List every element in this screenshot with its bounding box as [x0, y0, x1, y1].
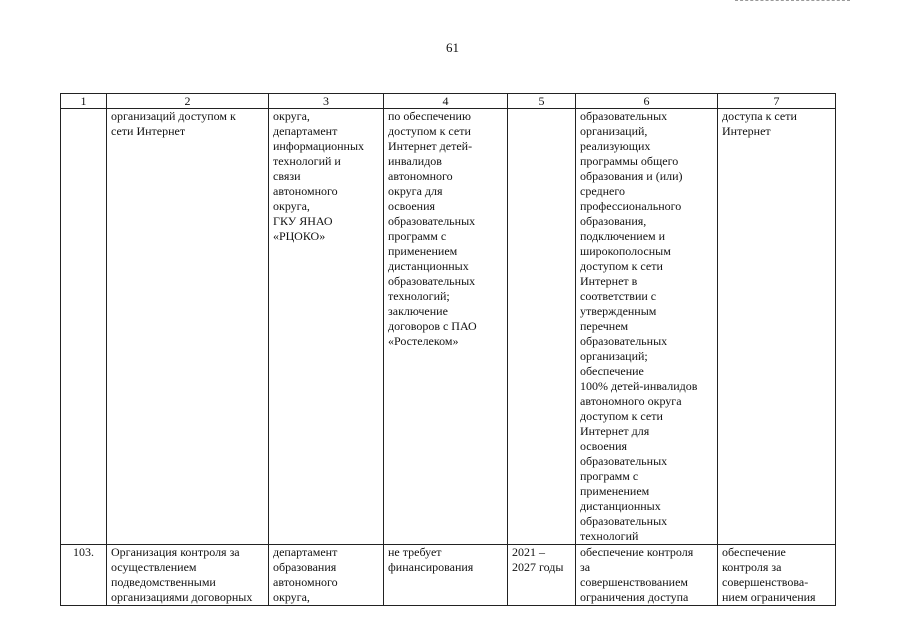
column-header-7: 7 [718, 94, 836, 109]
column-header-2: 2 [107, 94, 269, 109]
responsible-cell: департамент образования автономного округа, [269, 545, 384, 606]
plan-table [60, 93, 836, 606]
column-header-3: 3 [269, 94, 384, 109]
table-row [61, 545, 836, 606]
table-header-row [61, 94, 836, 109]
table-row [61, 109, 836, 545]
result-cell: обеспечение контроля за совершенствованием ограничения доступа [576, 545, 718, 606]
funding-cell: по обеспечению доступом к сети Интернет детей- инвалидов автономного округа для освоения образовательных программ с применением дистанционных образовательных технологий; заключение договоров с ПАО «Ростелеком» [384, 109, 508, 545]
indicator-cell: доступа к сети Интернет [718, 109, 836, 545]
column-header-6: 6 [576, 94, 718, 109]
top-edge-rule [735, 0, 850, 2]
period-cell: 2021 – 2027 годы [508, 545, 576, 606]
page-number: 61 [446, 40, 459, 55]
result-cell: образовательных организаций, реализующих программы общего образования и (или) среднего профессионального образования, подключением и широкополосным доступом к сети Интернет в соответствии с утвержденным перечнем образовательных организаций; обеспечение 100% детей-инвалидов автономного округа доступом к сети Интернет для освоения образовательных программ с применением дистанционных образовательных технологий [576, 109, 718, 545]
activity-cell: организаций доступом к сети Интернет [107, 109, 269, 545]
funding-cell: не требует финансирования [384, 545, 508, 606]
activity-cell: Организация контроля за осуществлением подведомственными организациями договорных [107, 545, 269, 606]
responsible-cell: округа, департамент информационных технологий и связи автономного округа, ГКУ ЯНАО «РЦОКО» [269, 109, 384, 545]
period-cell [508, 109, 576, 545]
row-number-cell: 103. [61, 545, 107, 606]
row-number-cell [61, 109, 107, 545]
indicator-cell: обеспечение контроля за совершенствова- нием ограничения [718, 545, 836, 606]
column-header-4: 4 [384, 94, 508, 109]
column-header-5: 5 [508, 94, 576, 109]
column-header-1: 1 [61, 94, 107, 109]
